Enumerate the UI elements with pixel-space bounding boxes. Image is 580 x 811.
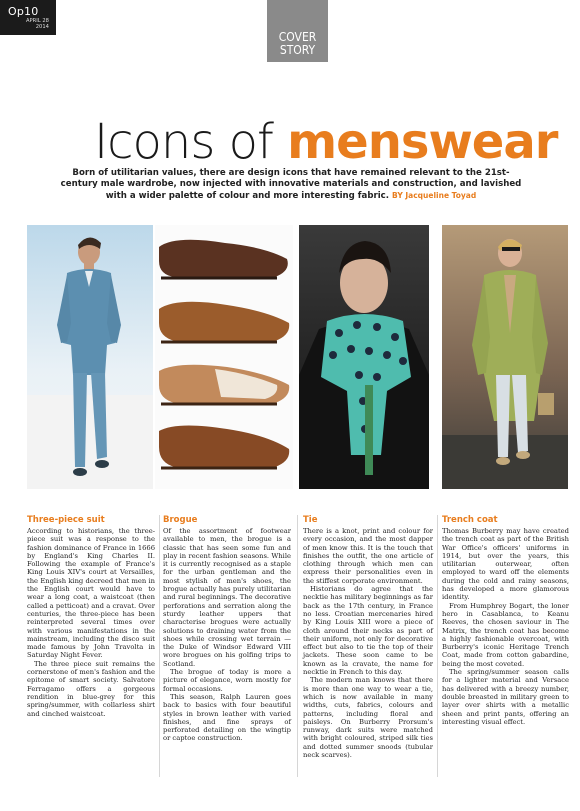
article-heading: Brogue [163, 515, 198, 525]
issue-date [26, 18, 49, 30]
article-heading: Three-piece suit [27, 515, 105, 525]
article-brogue [163, 515, 291, 743]
headline-part1: Icons of [94, 114, 288, 170]
article-trench-coat [442, 515, 569, 726]
issue-date-line2: 2014 [35, 24, 49, 30]
page-number: Op10 [8, 5, 39, 18]
article-paragraph: The brogue of today is more a picture of elegance, worn mostly for formal occasions. [163, 668, 291, 693]
column-divider [297, 515, 298, 777]
photo-brogues [155, 225, 293, 489]
article-paragraph: There is a knot, print and colour for every occasion, and the most dapper of men know this. It is the touch that finishes the outfit, the one article of clothing through which men can express their personalities even in the stiffest corporate environment. [303, 527, 433, 585]
article-heading: Tie [303, 515, 318, 525]
article-paragraph: According to historians, the three-piece suit was a response to the fashion dominance of France in 1666 by England's King Charles II. Following the example of France's King Louis XIV's court at Versailles, the English king decreed that men in the English court would have to wear a long coat, a waistcoat (then called a petticoat) and a cravat. Over centuries, the three-piece has been reinterpreted several times over with various manifestations in the mainstream, including the disco suit made famous by John Travolta in Saturday Night Fever. [27, 527, 155, 660]
intro-standfirst [60, 168, 522, 203]
article-paragraph: The modern man knows that there is more than one way to wear a tie, which is now available in many widths, cuts, fabrics, colours and patterns, including floral and paisleys. On Burberry Prorsum's runway, dark suits were matched with bright coloured, striped silk ties and dotted summer snoods (tubular neck scarves). [303, 676, 433, 760]
byline: BY Jacqueline Toyad [392, 191, 477, 201]
article-paragraph: Thomas Burberry may have created the trench coat as part of the British War Office's officers' uniforms in 1914, but over the years, this utilitarian outerwear, often employed to ward off the elements during the cold and rainy seasons, has developed a more glamorous identity. [442, 527, 569, 602]
section-tag-line2: STORY [279, 43, 316, 57]
column-divider [159, 515, 160, 777]
article-paragraph: The three piece suit remains the cornerstone of men's fashion and the epitome of smart society. Salvatore Ferragamo offers a gorgeous rendition in blue-grey for this spring/summer, with collarless shirt and cinched waistcoat. [27, 659, 155, 718]
photo-three-piece-suit [27, 225, 153, 489]
section-tag-line1: COVER [278, 30, 317, 44]
headline [94, 110, 557, 174]
section-tag [267, 0, 328, 62]
page-folio [0, 0, 56, 35]
article-paragraph: From Humphrey Bogart, the loner hero in Casablanca, to Keanu Reeves, the chosen saviour in The Matrix, the trench coat has become a highly fashionable overcoat, with Burberry's iconic Heritage Trench Coat, made from cotton gabardine, being the most coveted. [442, 601, 569, 668]
article-paragraph: Of the assortment of footwear available to men, the brogue is a classic that has seen some fun and play in recent fashion seasons. While it is currently recognised as a staple for the urban gentleman and the most stylish of men's shoes, the brogue actually has purely utilitarian and rural beginnings. The decorative perforations and serration along the sturdy leather uppers that characterise brogues were actually solutions to draining water from the shoes while crossing wet terrain — the Duke of Windsor Edward VIII wore brogues on his golfing trips to Scotland. [163, 527, 291, 668]
article-three-piece-suit [27, 515, 155, 718]
article-paragraph: Historians do agree that the necktie has military beginnings as far back as the 17th century, in France no less. Croatian mercenaries hired by King Louis XIII wore a piece of cloth around their necks as part of their uniform, not only for decorative effect but also to tie the top of their jackets. These soon came to be known as la cravate, the name for necktie in French to this day. [303, 585, 433, 677]
article-tie [303, 515, 433, 759]
headline-part2: menswear [287, 114, 558, 170]
article-heading: Trench coat [442, 515, 498, 525]
article-paragraph: The spring/summer season calls for a lighter material and Versace has delivered with a breezy number, double breasted in military green to layer over shirts with a metallic sheen and print pants, offering an interesting visual effect. [442, 668, 569, 726]
article-paragraph: This season, Ralph Lauren goes back to basics with four beautiful styles in brown leather with varied finishes, and fine sprays of perforated detailing on the wingtip or captoe construction. [163, 692, 291, 743]
issue-date-line1: APRIL 28 [26, 18, 49, 24]
photo-tie-scarf [299, 225, 429, 489]
photo-trench-coat [442, 225, 568, 489]
column-divider [437, 515, 438, 777]
intro-text: Born of utilitarian values, there are design icons that have remained relevant to the 21st-century male wardrobe, now injected with innovative materials and construction, and lavished with a wider palette of colour and more interesting fabric. [60, 168, 522, 202]
